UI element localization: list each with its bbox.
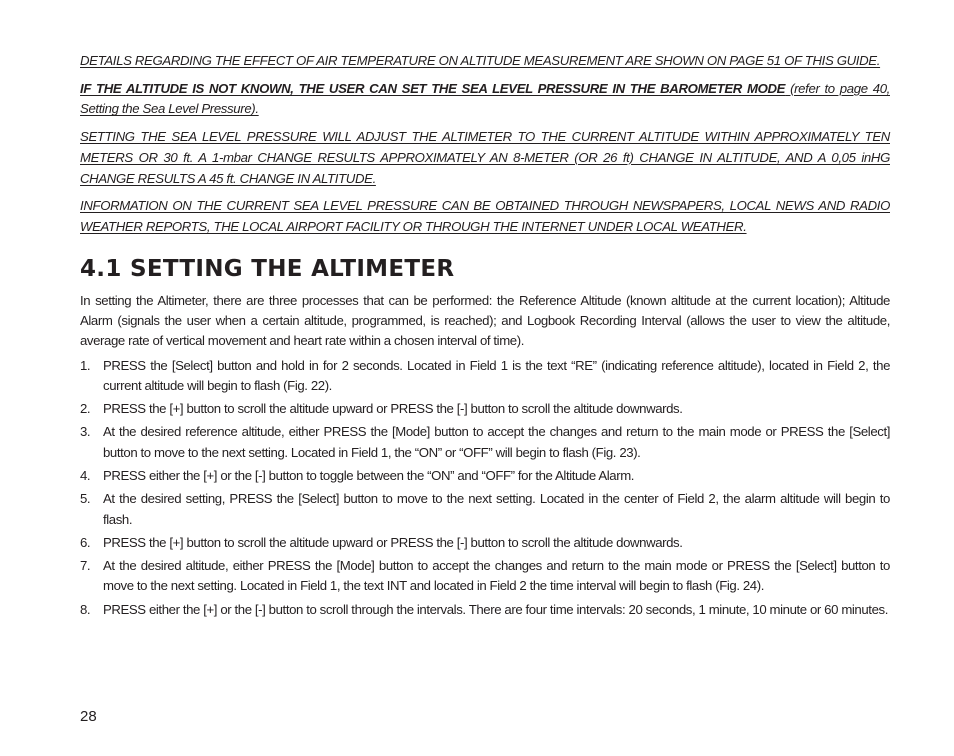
note-pressure-sources [80, 196, 890, 237]
note-temperature-text: DETAILS REGARDING THE EFFECT OF AIR TEMPERATURE ON ALTITUDE MEASUREMENT ARE SHOWN ON PAGE 51 OF THIS GUIDE. [80, 53, 881, 68]
step-text: PRESS either the [+] or the [-] button to scroll through the intervals. There are four time intervals: 20 seconds, 1 minute, 10 minute or 60 minutes. [103, 601, 888, 617]
step-number: 2. [80, 401, 91, 417]
note-unknown-altitude [80, 79, 890, 120]
step-number: 3. [80, 424, 91, 440]
step-item [80, 399, 890, 419]
steps-list [80, 356, 890, 621]
step-text: PRESS the [+] button to scroll the altitude upward or PRESS the [-] button to scroll the altitude downwards. [103, 401, 683, 417]
step-item [80, 600, 890, 620]
note-sea-level-adjust-text: SETTING THE SEA LEVEL PRESSURE WILL ADJUST THE ALTIMETER TO THE CURRENT ALTITUDE WITHIN APPROXIMATELY TEN METERS OR 30 ft. A 1-mbar CHANGE RESULTS APPROXIMATELY AN 8-METER (OR 26 ft) CHANGE IN ALTITUDE, AND A 0,05 inHG CHANGE RESULTS A 45 ft. CHANGE IN ALTITUDE. [80, 129, 890, 186]
step-number: 5. [80, 491, 91, 507]
step-text: PRESS either the [+] or the [-] button to toggle between the “ON” and “OFF” for the Altitude Alarm. [103, 468, 635, 483]
step-item [80, 489, 890, 530]
step-item [80, 356, 890, 397]
step-text: At the desired altitude, either PRESS the [Mode] button to accept the changes and return to the main mode or PRESS the [Select] button to move to the next setting. Located in Field 1, the text INT and located in Field 2 the time interval will begin to flash (Fig. 24). [103, 558, 890, 594]
step-item [80, 556, 890, 597]
step-number: 6. [80, 534, 91, 550]
step-item [80, 422, 890, 463]
note-sea-level-adjust [80, 127, 890, 189]
step-number: 4. [80, 468, 91, 483]
step-number: 8. [80, 601, 91, 617]
note-temperature [80, 51, 890, 72]
section-heading: 4.1 SETTING THE ALTIMETER [80, 255, 455, 282]
step-text: At the desired reference altitude, either PRESS the [Mode] button to accept the changes and return to the main mode or PRESS the [Select] button to move to the next setting. Located in Field 1, the “ON” or “OFF” will begin to flash (Fig. 23). [103, 424, 890, 460]
note-pressure-sources-text: INFORMATION ON THE CURRENT SEA LEVEL PRESSURE CAN BE OBTAINED THROUGH NEWSPAPERS, LOCAL NEWS AND RADIO WEATHER REPORTS, THE LOCAL AIRPORT FACILITY OR THROUGH THE INTERNET UNDER LOCAL WEATHER. [80, 198, 890, 234]
note-unknown-altitude-bold: IF THE ALTITUDE IS NOT KNOWN, THE USER CAN SET THE SEA LEVEL PRESSURE IN THE BAROMETER MODE [80, 80, 786, 96]
page-number: 28 [80, 708, 97, 725]
step-text: PRESS the [+] button to scroll the altitude upward or PRESS the [-] button to scroll the altitude downwards. [103, 534, 683, 550]
manual-page [80, 51, 890, 623]
step-item [80, 466, 890, 486]
step-number: 1. [80, 357, 91, 373]
note-unknown-altitude-text: (refer to page 40, Setting the Sea Level Pressure). [80, 80, 890, 117]
step-number: 7. [80, 558, 91, 574]
step-item [80, 533, 890, 553]
step-text: At the desired setting, PRESS the [Select] button to move to the next setting. Located in the center of Field 2, the alarm altitude will begin to flash. [103, 491, 890, 527]
step-text: PRESS the [Select] button and hold in for 2 seconds. Located in Field 1 is the text “RE” (indicating reference altitude), located in Field 2, the current altitude will begin to flash (Fig. 22). [103, 357, 890, 393]
section-intro: In setting the Altimeter, there are three processes that can be performed: the Reference Altitude (known altitude at the current location); Altitude Alarm (signals the user when a certain altitude, programmed, is reached); and Logbook Recording Interval (allows the user to view the altitude, average rate of vertical movement and heart rate within a chosen interval of time). [80, 292, 890, 349]
